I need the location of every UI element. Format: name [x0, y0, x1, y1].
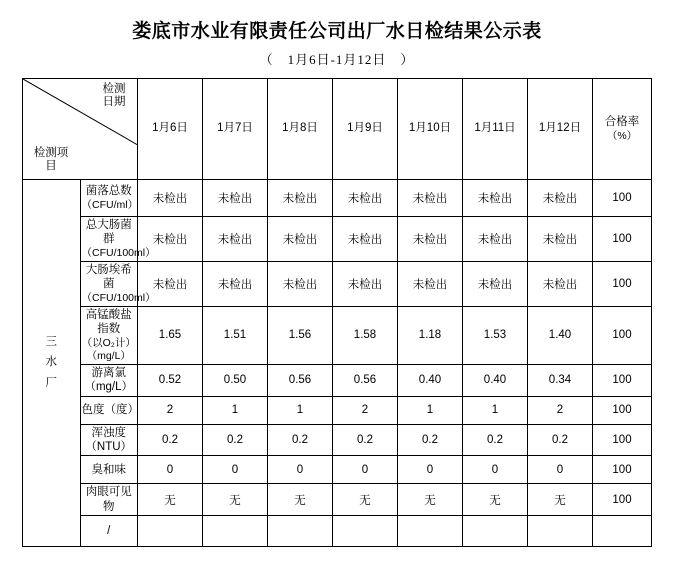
- table-header-row: [23, 79, 652, 180]
- table-cell: 未检出: [203, 217, 268, 262]
- row-item-name: 大肠埃希菌: [85, 263, 132, 291]
- plant-name-char: 厂: [45, 376, 57, 389]
- table-cell: 无: [203, 484, 268, 516]
- date-header-cell: 1月7日: [203, 79, 268, 180]
- row-item-cell: [80, 424, 138, 456]
- table-cell: 0.52: [138, 364, 203, 396]
- table-cell: [268, 516, 333, 547]
- table-cell: 0: [268, 456, 333, 484]
- plant-name-cell: [23, 180, 81, 547]
- table-cell: 1.56: [268, 306, 333, 364]
- table-cell: 0: [203, 456, 268, 484]
- table-cell: 0.56: [268, 364, 333, 396]
- table-cell: 0: [463, 456, 528, 484]
- row-item-unit: （CFU/100ml）: [81, 246, 156, 259]
- table-cell: 未检出: [528, 261, 593, 306]
- table-cell: 0.56: [333, 364, 398, 396]
- table-cell: 未检出: [463, 180, 528, 217]
- table-cell: 1: [463, 396, 528, 424]
- date-header-cell: 1月10日: [398, 79, 463, 180]
- pass-rate-cell: 100: [593, 217, 652, 262]
- table-cell: 0.2: [203, 424, 268, 456]
- table-row: [23, 456, 652, 484]
- row-item-cell: [80, 484, 138, 516]
- pass-rate-header-cell: [593, 79, 652, 180]
- row-item-name: 色度（度）: [81, 403, 139, 416]
- row-item-cell: [80, 516, 138, 547]
- pass-rate-cell: 100: [593, 456, 652, 484]
- table-cell: 无: [463, 484, 528, 516]
- pass-rate-cell: 100: [593, 306, 652, 364]
- table-cell: 未检出: [528, 217, 593, 262]
- pass-rate-cell: 100: [593, 364, 652, 396]
- table-cell: 1: [268, 396, 333, 424]
- plant-name-char: 三: [45, 335, 57, 348]
- table-cell: 未检出: [203, 261, 268, 306]
- table-cell: 1.18: [398, 306, 463, 364]
- date-header-cell: 1月9日: [333, 79, 398, 180]
- table-cell: [203, 516, 268, 547]
- water-quality-table: [22, 78, 652, 547]
- row-item-cell: [80, 456, 138, 484]
- table-cell: 2: [333, 396, 398, 424]
- table-cell: 1.58: [333, 306, 398, 364]
- row-item-name: 浑浊度（NTU）: [85, 426, 133, 453]
- table-row: [23, 484, 652, 516]
- table-cell: 未检出: [333, 217, 398, 262]
- table-cell: 0.50: [203, 364, 268, 396]
- table-row: [23, 180, 652, 217]
- table-cell: 无: [333, 484, 398, 516]
- table-cell: 1: [398, 396, 463, 424]
- table-cell: [528, 516, 593, 547]
- date-header-cell: 1月12日: [528, 79, 593, 180]
- table-cell: 0.2: [333, 424, 398, 456]
- pass-rate-header-sub: （%）: [606, 129, 638, 142]
- table-row: [23, 217, 652, 262]
- table-cell: 0.40: [398, 364, 463, 396]
- table-cell: 未检出: [138, 180, 203, 217]
- table-row: [23, 261, 652, 306]
- row-item-name: 臭和味: [91, 463, 126, 476]
- table-cell: 0.2: [138, 424, 203, 456]
- corner-item-label: 检测项目: [33, 146, 69, 172]
- table-cell: 未检出: [138, 261, 203, 306]
- table-cell: 未检出: [268, 261, 333, 306]
- table-cell: 0.40: [463, 364, 528, 396]
- pass-rate-cell: 100: [593, 484, 652, 516]
- table-cell: 未检出: [333, 180, 398, 217]
- date-header-cell: 1月6日: [138, 79, 203, 180]
- table-cell: 0: [333, 456, 398, 484]
- table-cell: 1.51: [203, 306, 268, 364]
- date-header-cell: 1月11日: [463, 79, 528, 180]
- table-cell: 1.40: [528, 306, 593, 364]
- pass-rate-cell: 100: [593, 180, 652, 217]
- row-item-cell: [80, 396, 138, 424]
- row-item-unit: （CFU/ml）: [81, 198, 139, 211]
- row-item-cell: [80, 180, 138, 217]
- table-cell: 0.34: [528, 364, 593, 396]
- page-title: 娄底市水业有限责任公司出厂水日检结果公示表: [132, 21, 542, 42]
- row-item-cell: [80, 217, 156, 262]
- date-header-cell: 1月8日: [268, 79, 333, 180]
- table-cell: 2: [528, 396, 593, 424]
- table-cell: 0: [528, 456, 593, 484]
- table-cell: 无: [398, 484, 463, 516]
- table-cell: 未检出: [268, 180, 333, 217]
- table-cell: 无: [268, 484, 333, 516]
- table-cell: [463, 516, 528, 547]
- table-cell: 未检出: [463, 261, 528, 306]
- table-cell: 未检出: [398, 180, 463, 217]
- plant-name-char: 水: [45, 356, 57, 369]
- row-item-name: 高锰酸盐指数: [85, 308, 132, 336]
- table-cell: 0.2: [528, 424, 593, 456]
- table-cell: 未检出: [203, 180, 268, 217]
- row-item-name: 总大肠菌群: [85, 219, 132, 246]
- document-page: [0, 16, 674, 584]
- table-cell: 0.2: [398, 424, 463, 456]
- table-cell: 0.2: [463, 424, 528, 456]
- row-item-name: 菌落总数: [85, 185, 132, 198]
- corner-date-label: 检测日期: [102, 83, 126, 109]
- table-cell: 0: [138, 456, 203, 484]
- row-item-name: /: [107, 524, 111, 537]
- pass-rate-header-main: 合格率: [604, 115, 640, 128]
- table-cell: [333, 516, 398, 547]
- row-item-cell: [80, 261, 156, 306]
- table-row: [23, 306, 652, 364]
- pass-rate-cell: 100: [593, 261, 652, 306]
- pass-rate-cell: 100: [593, 396, 652, 424]
- pass-rate-cell: [593, 516, 652, 547]
- table-cell: 2: [138, 396, 203, 424]
- row-item-unit: （以O₂计）（mg/L）: [81, 336, 136, 362]
- table-cell: 未检出: [398, 261, 463, 306]
- table-row: [23, 396, 652, 424]
- table-cell: 1.65: [138, 306, 203, 364]
- page-subtitle: （ 1月6日-1月12日 ）: [259, 52, 415, 67]
- table-cell: 未检出: [333, 261, 398, 306]
- row-item-name: 肉眼可见物: [85, 486, 132, 513]
- pass-rate-cell: 100: [593, 424, 652, 456]
- table-cell: 0.2: [268, 424, 333, 456]
- table-cell: 1: [203, 396, 268, 424]
- corner-header-cell: [23, 79, 138, 180]
- table-cell: [398, 516, 463, 547]
- table-row: [23, 516, 652, 547]
- table-cell: 未检出: [138, 217, 203, 262]
- table-row: [23, 424, 652, 456]
- table-cell: 未检出: [268, 217, 333, 262]
- row-item-cell: [80, 364, 138, 396]
- table-cell: 无: [528, 484, 593, 516]
- table-cell: [138, 516, 203, 547]
- table-cell: 未检出: [398, 217, 463, 262]
- table-cell: 1.53: [463, 306, 528, 364]
- table-row: [23, 364, 652, 396]
- table-cell: 未检出: [528, 180, 593, 217]
- table-cell: 未检出: [463, 217, 528, 262]
- table-cell: 0: [398, 456, 463, 484]
- table-cell: 无: [138, 484, 203, 516]
- row-item-name: 游离氯（mg/L）: [84, 366, 134, 394]
- row-item-unit: （CFU/100ml）: [81, 291, 156, 304]
- row-item-cell: [80, 306, 138, 364]
